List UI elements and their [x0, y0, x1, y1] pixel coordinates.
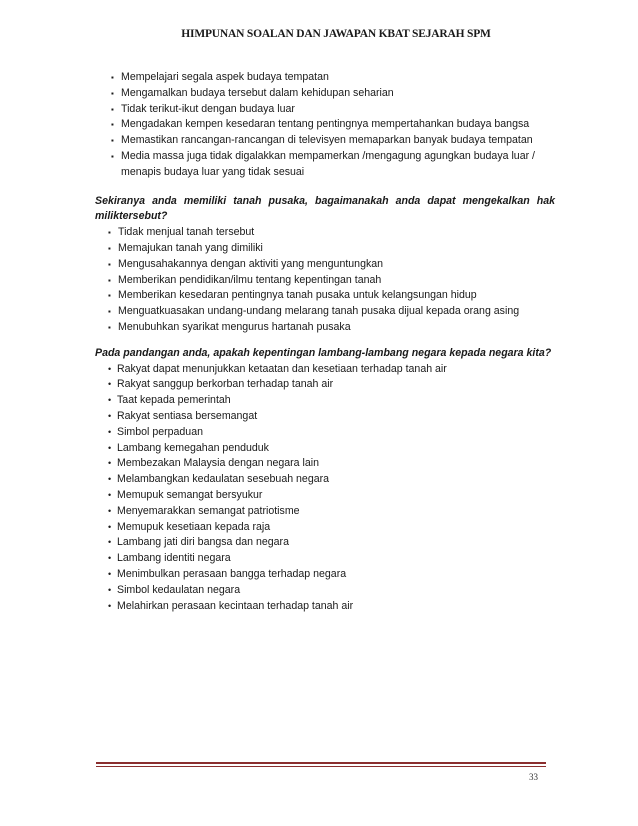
- list-item: ▪ Tidak terikut-ikut dengan budaya luar: [95, 102, 555, 118]
- list-item: • Menyemarakkan semangat patriotisme: [95, 504, 555, 520]
- list-item: ▪ Mengadakan kempen kesedaran tentang pentingnya mempertahankan budaya bangsa: [95, 117, 555, 133]
- header-title: HIMPUNAN SOALAN DAN JAWAPAN KBAT SEJARAH SPM: [181, 28, 491, 40]
- list-item: • Rakyat dapat menunjukkan ketaatan dan kesetiaan terhadap tanah air: [95, 362, 555, 378]
- list-item: • Lambang jati diri bangsa dan negara: [95, 535, 555, 551]
- list-q1: [95, 225, 555, 336]
- list-item: ▪ Mempelajari segala aspek budaya tempatan: [95, 70, 555, 86]
- list-item: ▪ Menubuhkan syarikat mengurus hartanah pusaka: [95, 320, 555, 336]
- footer-rule-thick: [96, 762, 546, 764]
- question-heading-1: Sekiranya anda memiliki tanah pusaka, bagaimanakah anda dapat mengekalkan hak miliktersebut?: [95, 194, 555, 223]
- list-item: • Menimbulkan perasaan bangga terhadap negara: [95, 567, 555, 583]
- list-q2: [95, 362, 555, 615]
- list-item: • Simbol perpaduan: [95, 425, 555, 441]
- list-item: ▪ Tidak menjual tanah tersebut: [95, 225, 555, 241]
- list-item: ▪ Media massa juga tidak digalakkan mempamerkan /mengagung agungkan budaya luar / menapis budaya luar yang tidak sesuai: [95, 149, 555, 181]
- footer-rule-thin: [96, 766, 546, 767]
- question-heading-2: Pada pandangan anda, apakah kepentingan lambang-lambang negara kepada negara kita?: [95, 346, 552, 359]
- list-item: • Rakyat sanggup berkorban terhadap tanah air: [95, 377, 555, 393]
- page-header: [0, 28, 638, 40]
- list-item: • Melahirkan perasaan kecintaan terhadap tanah air: [95, 599, 555, 615]
- list-top: [95, 70, 555, 181]
- list-item: • Taat kepada pemerintah: [95, 393, 555, 409]
- list-item: • Membezakan Malaysia dengan negara lain: [95, 456, 555, 472]
- list-item: ▪ Memberikan pendidikan/ilmu tentang kepentingan tanah: [95, 273, 555, 289]
- list-item: • Memupuk semangat bersyukur: [95, 488, 555, 504]
- list-item: ▪ Memberikan kesedaran pentingnya tanah pusaka untuk kelangsungan hidup: [95, 288, 555, 304]
- list-item: • Simbol kedaulatan negara: [95, 583, 555, 599]
- list-item: • Rakyat sentiasa bersemangat: [95, 409, 555, 425]
- document-body: [95, 70, 555, 614]
- list-item: • Lambang identiti negara: [95, 551, 555, 567]
- list-item: ▪ Memastikan rancangan-rancangan di televisyen memaparkan banyak budaya tempatan: [95, 133, 555, 149]
- list-item: ▪ Memajukan tanah yang dimiliki: [95, 241, 555, 257]
- list-item: • Melambangkan kedaulatan sesebuah negara: [95, 472, 555, 488]
- page-number: 33: [529, 772, 538, 782]
- list-item: ▪ Mengamalkan budaya tersebut dalam kehidupan seharian: [95, 86, 555, 102]
- list-item: ▪ Mengusahakannya dengan aktiviti yang menguntungkan: [95, 257, 555, 273]
- list-item: ▪ Menguatkuasakan undang-undang melarang tanah pusaka dijual kepada orang asing: [95, 304, 555, 320]
- list-item: • Lambang kemegahan penduduk: [95, 441, 555, 457]
- list-item: • Memupuk kesetiaan kepada raja: [95, 520, 555, 536]
